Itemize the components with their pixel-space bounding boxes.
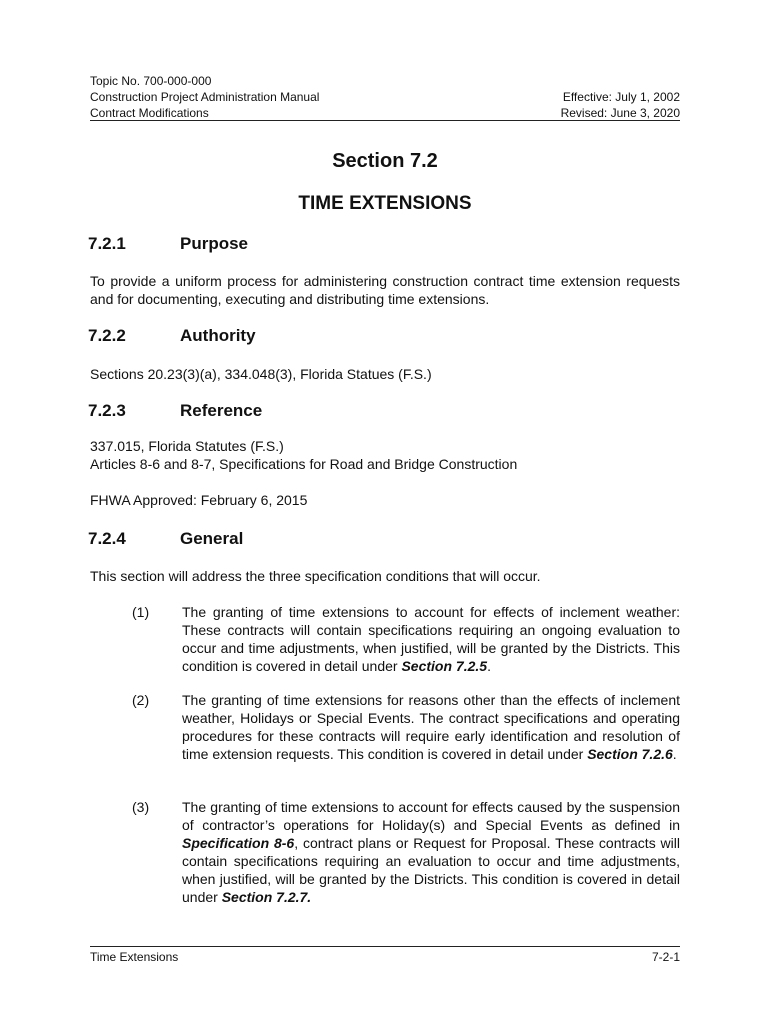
list-item-text bbox=[182, 691, 680, 763]
heading-title: General bbox=[180, 529, 244, 548]
reference-line-statutes: 337.015, Florida Statutes (F.S.) bbox=[90, 438, 284, 454]
heading-title: Reference bbox=[180, 401, 263, 420]
header-effective: Effective: July 1, 2002 bbox=[562, 90, 680, 104]
item-body: , contract plans or Request for Proposal. These contracts will contain specifications requiring an evaluation to occur and time adjustments, when justified, will be granted by the Districts. This condition is covered in detail under bbox=[182, 835, 680, 905]
specification-reference: Specification 8-6 bbox=[182, 835, 295, 851]
item-body: The granting of time extensions for reasons other than the effects of inclement weather, Holidays or Special Events. The contract specifications and operating procedures for these contracts will require early identification and resolution of time extension requests. This condition is covered in detail under bbox=[182, 692, 680, 762]
header-left bbox=[90, 73, 319, 121]
authority-paragraph: Sections 20.23(3)(a), 334.048(3), Florida Statues (F.S.) bbox=[90, 366, 432, 382]
general-intro: This section will address the three specification conditions that will occur. bbox=[90, 568, 541, 584]
reference-paragraph bbox=[90, 437, 680, 473]
item-body: The granting of time extensions to account for effects caused by the suspension of contractor’s operations for Holiday(s) and Special Events as defined in bbox=[182, 799, 680, 833]
footer-rule bbox=[90, 946, 680, 947]
document-page bbox=[90, 0, 680, 1024]
heading-title: Purpose bbox=[180, 234, 249, 253]
list-item-text bbox=[182, 603, 680, 675]
section-reference: Section 7.2.5 bbox=[401, 658, 488, 674]
section-title: TIME EXTENSIONS bbox=[298, 193, 472, 214]
heading-title: Authority bbox=[180, 326, 256, 345]
fhwa-approval: FHWA Approved: February 6, 2015 bbox=[90, 492, 308, 508]
section-reference: Section 7.2.6 bbox=[587, 746, 673, 762]
header-chapter: Contract Modifications bbox=[90, 106, 209, 120]
header-manual: Construction Project Administration Manual bbox=[90, 90, 320, 104]
header-right bbox=[561, 89, 680, 121]
header-rule bbox=[90, 120, 680, 121]
section-reference: Section 7.2.7. bbox=[221, 889, 312, 905]
item-body: The granting of time extensions to account for effects of inclement weather: These contracts will contain specifications requiring an ongoing evaluation to occur and time adjustments, when justified, will be granted by the Districts. This condition is covered in detail under bbox=[182, 604, 680, 674]
item-tail: . bbox=[487, 658, 491, 674]
purpose-paragraph: To provide a uniform process for administering construction contract time extension requests and for documenting, executing and distributing time extensions. bbox=[90, 273, 680, 307]
page-number: 7-2-1 bbox=[651, 950, 680, 964]
list-marker: (3) bbox=[132, 799, 150, 815]
header-topic: Topic No. 700-000-000 bbox=[90, 74, 212, 88]
heading-number: 7.2.2 bbox=[88, 326, 126, 345]
list-item-text bbox=[182, 798, 680, 906]
heading-number: 7.2.1 bbox=[88, 234, 126, 253]
heading-number: 7.2.4 bbox=[88, 529, 126, 548]
reference-line-articles: Articles 8-6 and 8-7, Specifications for Road and Bridge Construction bbox=[90, 456, 518, 472]
heading-number: 7.2.3 bbox=[88, 401, 126, 420]
header-revised: Revised: June 3, 2020 bbox=[560, 106, 680, 120]
item-tail: . bbox=[672, 746, 677, 762]
footer-title: Time Extensions bbox=[90, 950, 179, 964]
section-number: Section 7.2 bbox=[332, 150, 438, 172]
list-marker: (2) bbox=[132, 692, 150, 708]
list-marker: (1) bbox=[132, 604, 150, 620]
